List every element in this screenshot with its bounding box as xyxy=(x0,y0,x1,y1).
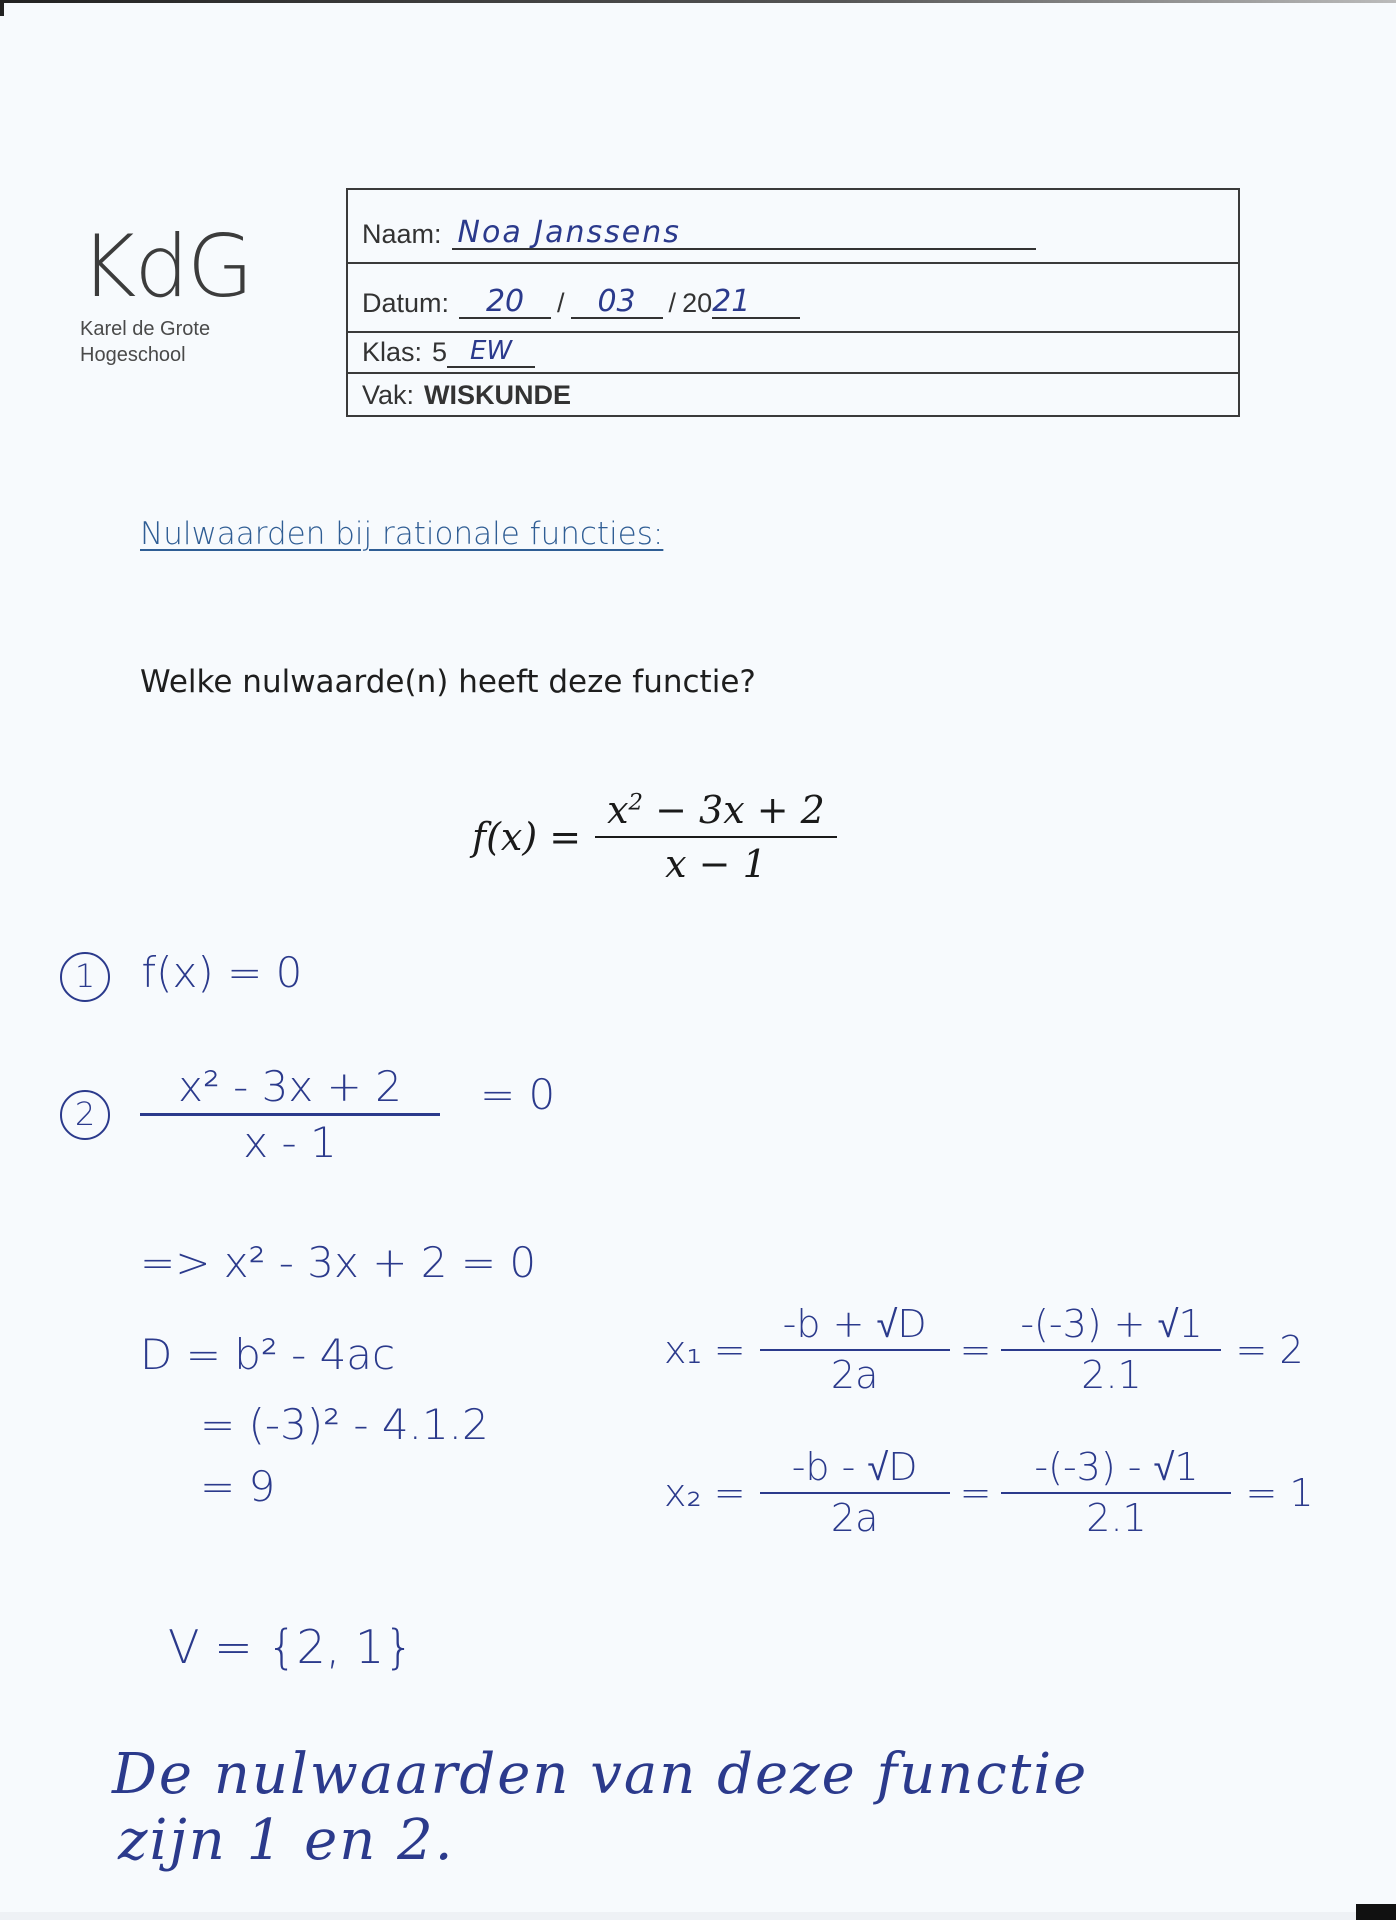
scan-edge-bottom xyxy=(0,1912,1396,1920)
numerator-exponent: 2 xyxy=(628,789,644,816)
x1-result: = 2 xyxy=(1235,1327,1304,1372)
x2-sub-den: 2.1 xyxy=(1001,1492,1231,1540)
datum-year-prefix: 20 xyxy=(682,288,713,318)
step-2-numerator: x² - 3x + 2 xyxy=(178,1062,402,1111)
scan-corner xyxy=(1356,1904,1396,1920)
equals: = xyxy=(959,1327,992,1372)
logo-line-1: Karel de Grote xyxy=(80,318,211,340)
formula-fraction xyxy=(601,788,831,886)
naam-field[interactable]: Noa Janssens xyxy=(452,218,1036,250)
conclusion-line-2: zijn 1 en 2. xyxy=(118,1808,455,1873)
formula-numerator xyxy=(601,788,831,836)
question-text: Welke nulwaarde(n) heeft deze functie? xyxy=(140,664,756,700)
formula-denominator: x − 1 xyxy=(595,836,837,886)
step-2-number: 2 xyxy=(60,1090,110,1140)
klas-label: Klas: xyxy=(362,337,423,367)
conclusion-line-1: De nulwaarden van deze functie xyxy=(112,1742,1089,1807)
step-2-fraction xyxy=(140,1062,440,1167)
datum-month-field[interactable]: 03 xyxy=(571,287,663,319)
form-row-naam xyxy=(348,190,1238,264)
x1-calculation xyxy=(664,1302,1304,1397)
step-2-denominator: x - 1 xyxy=(140,1113,440,1167)
x2-substitution xyxy=(1001,1445,1231,1540)
vak-label: Vak: xyxy=(362,380,415,410)
numerator-base: x xyxy=(607,788,629,832)
discriminant-line-2: = (-3)² - 4.1.2 xyxy=(200,1400,489,1449)
scan-edge-top xyxy=(0,0,1396,3)
x1-sub-den: 2.1 xyxy=(1001,1349,1221,1397)
step-2 xyxy=(60,1062,555,1167)
x2-label: x₂ = xyxy=(664,1470,746,1515)
naam-label: Naam: xyxy=(362,219,442,249)
datum-label: Datum: xyxy=(362,288,450,318)
vak-value: WISKUNDE xyxy=(424,380,572,410)
implies-line: => x² - 3x + 2 = 0 xyxy=(140,1238,537,1287)
student-info-form xyxy=(346,188,1240,417)
x2-formula xyxy=(760,1445,950,1540)
form-row-vak xyxy=(348,374,1238,415)
x1-formula xyxy=(760,1302,950,1397)
step-1-number: 1 xyxy=(60,952,110,1002)
scan-edge-left xyxy=(0,0,4,16)
x2-result: = 1 xyxy=(1245,1470,1314,1515)
x1-formula-num: -b + √D xyxy=(782,1302,927,1346)
x1-sub-num: -(-3) + √1 xyxy=(1020,1302,1203,1346)
datum-separator: / xyxy=(557,288,565,318)
logo-line-2: Hogeschool xyxy=(80,344,186,366)
logo-mark: KdG xyxy=(80,217,252,317)
formula-lhs: f(x) = xyxy=(472,815,582,859)
x1-label: x₁ = xyxy=(664,1327,746,1372)
numerator-rest: − 3x + 2 xyxy=(643,788,825,832)
x1-substitution xyxy=(1001,1302,1221,1397)
equals: = xyxy=(959,1470,992,1515)
solution-set: V = {2, 1} xyxy=(168,1620,414,1674)
x1-formula-den: 2a xyxy=(760,1349,950,1397)
klas-printed: 5 xyxy=(432,337,448,367)
datum-day-field[interactable]: 20 xyxy=(459,287,551,319)
kdg-logo xyxy=(80,217,252,368)
step-1-text: f(x) = 0 xyxy=(141,948,303,997)
form-row-datum xyxy=(348,264,1238,333)
discriminant-line-1: D = b² - 4ac xyxy=(140,1330,396,1379)
datum-separator: / xyxy=(668,288,677,318)
x2-calculation xyxy=(664,1445,1314,1540)
step-1 xyxy=(60,948,302,1002)
form-row-klas xyxy=(348,333,1238,374)
klas-field[interactable]: EW xyxy=(447,336,535,368)
discriminant-line-3: = 9 xyxy=(200,1462,276,1511)
datum-year-field[interactable]: 21 xyxy=(712,287,800,319)
x2-sub-num: -(-3) - √1 xyxy=(1034,1445,1199,1489)
x2-formula-den: 2a xyxy=(760,1492,950,1540)
x2-formula-num: -b - √D xyxy=(791,1445,918,1489)
worksheet-title: Nulwaarden bij rationale functies: xyxy=(140,516,664,552)
step-2-rhs: = 0 xyxy=(480,1070,556,1119)
function-formula xyxy=(472,788,831,886)
